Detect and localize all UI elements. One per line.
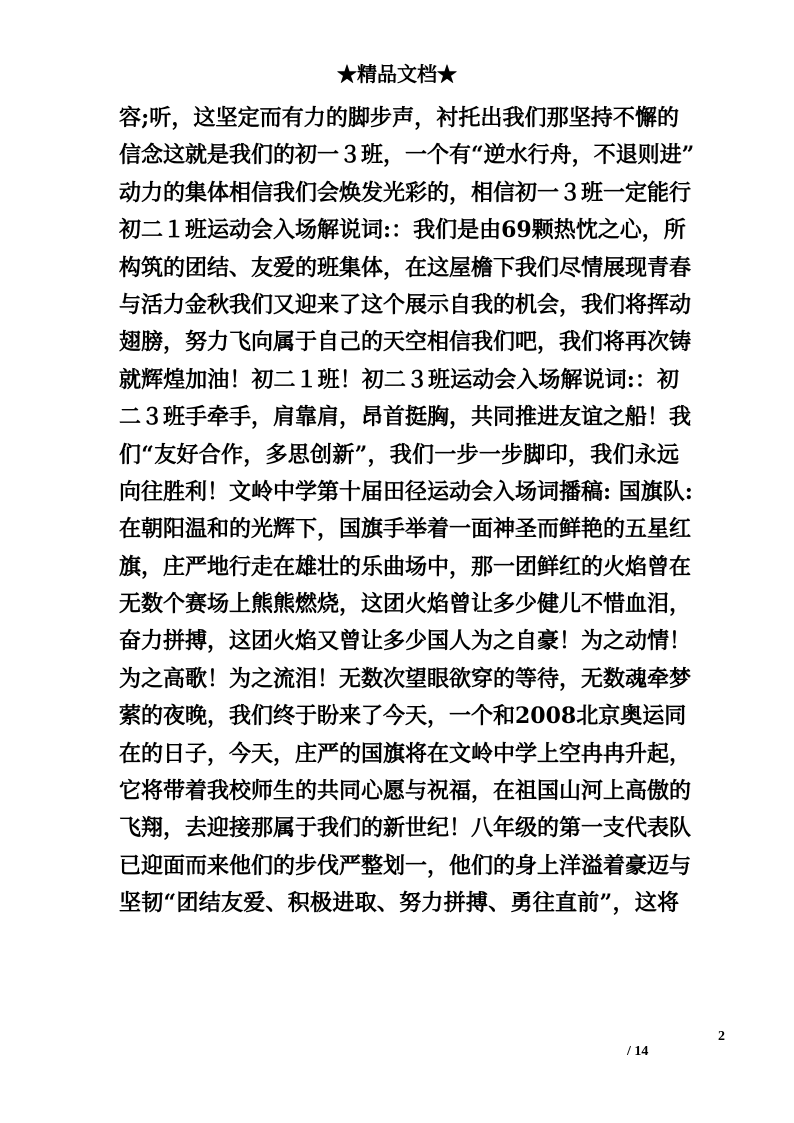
text-line: 们“友好合作，多思创新”，我们一步一步脚印，我们永远 (119, 441, 679, 468)
text-line: 它将带着我校师生的共同心愿与祝福，在祖国山河上高傲的 (119, 778, 692, 805)
text-line: 二３班手牵手，肩靠肩，昂首挺胸，共同推进友谊之船！我 (119, 404, 692, 431)
text-line: 初二１班运动会入场解说词:：我们是由69颗热忱之心，所 (119, 217, 686, 244)
page-header: ★精品文档★ (337, 62, 457, 86)
text-line: 向往胜利！文岭中学第十届田径运动会入场词播稿: 国旗队: (119, 478, 693, 505)
text-line: 翅膀，努力飞向属于自己的天空相信我们吧，我们将再次铸 (119, 329, 692, 356)
text-line: 就辉煌加油！初二１班！初二３班运动会入场解说词:：初 (119, 366, 679, 393)
text-line: 奋力拼搏，这团火焰又曾让多少国人为之自豪！为之动情！ (119, 628, 692, 655)
text-line: 与活力金秋我们又迎来了这个展示自我的机会，我们将挥动 (119, 291, 692, 318)
page-total: / 14 (627, 1044, 649, 1059)
text-line: 萦的夜晚，我们终于盼来了今天，一个和2008北京奥运同 (119, 703, 687, 730)
text-line: 容;听，这坚定而有力的脚步声，衬托出我们那坚持不懈的 (119, 105, 679, 131)
text-line: 坚韧“团结友爱、积极进取、努力拼搏、勇往直前”，这将 (119, 890, 679, 917)
text-line: 无数个赛场上熊熊燃烧，这团火焰曾让多少健儿不惜血泪， (119, 591, 692, 618)
page-number: 2 (718, 1029, 725, 1044)
text-line: 构筑的团结、友爱的班集体，在这屋檐下我们尽情展现青春 (119, 254, 692, 281)
text-line: 信念这就是我们的初一３班，一个有“逆水行舟，不退则进” (119, 142, 695, 169)
text-line: 为之高歌！为之流泪！无数次望眼欲穿的等待，无数魂牵梦 (119, 665, 692, 692)
text-line: 动力的集体相信我们会焕发光彩的，相信初一３班一定能行 (119, 179, 692, 206)
text-line: 旗，庄严地行走在雄壮的乐曲场中，那一团鲜红的火焰曾在 (119, 553, 692, 580)
document-body (119, 100, 695, 923)
text-line: 飞翔，去迎接那属于我们的新世纪！八年级的第一支代表队 (119, 815, 692, 842)
text-line: 已迎面而来他们的步伐严整划一，他们的身上洋溢着豪迈与 (119, 852, 692, 879)
text-line: 在的日子，今天，庄严的国旗将在文岭中学上空冉冉升起， (119, 740, 692, 767)
text-line: 在朝阳温和的光辉下，国旗手举着一面神圣而鲜艳的五星红 (119, 516, 692, 543)
